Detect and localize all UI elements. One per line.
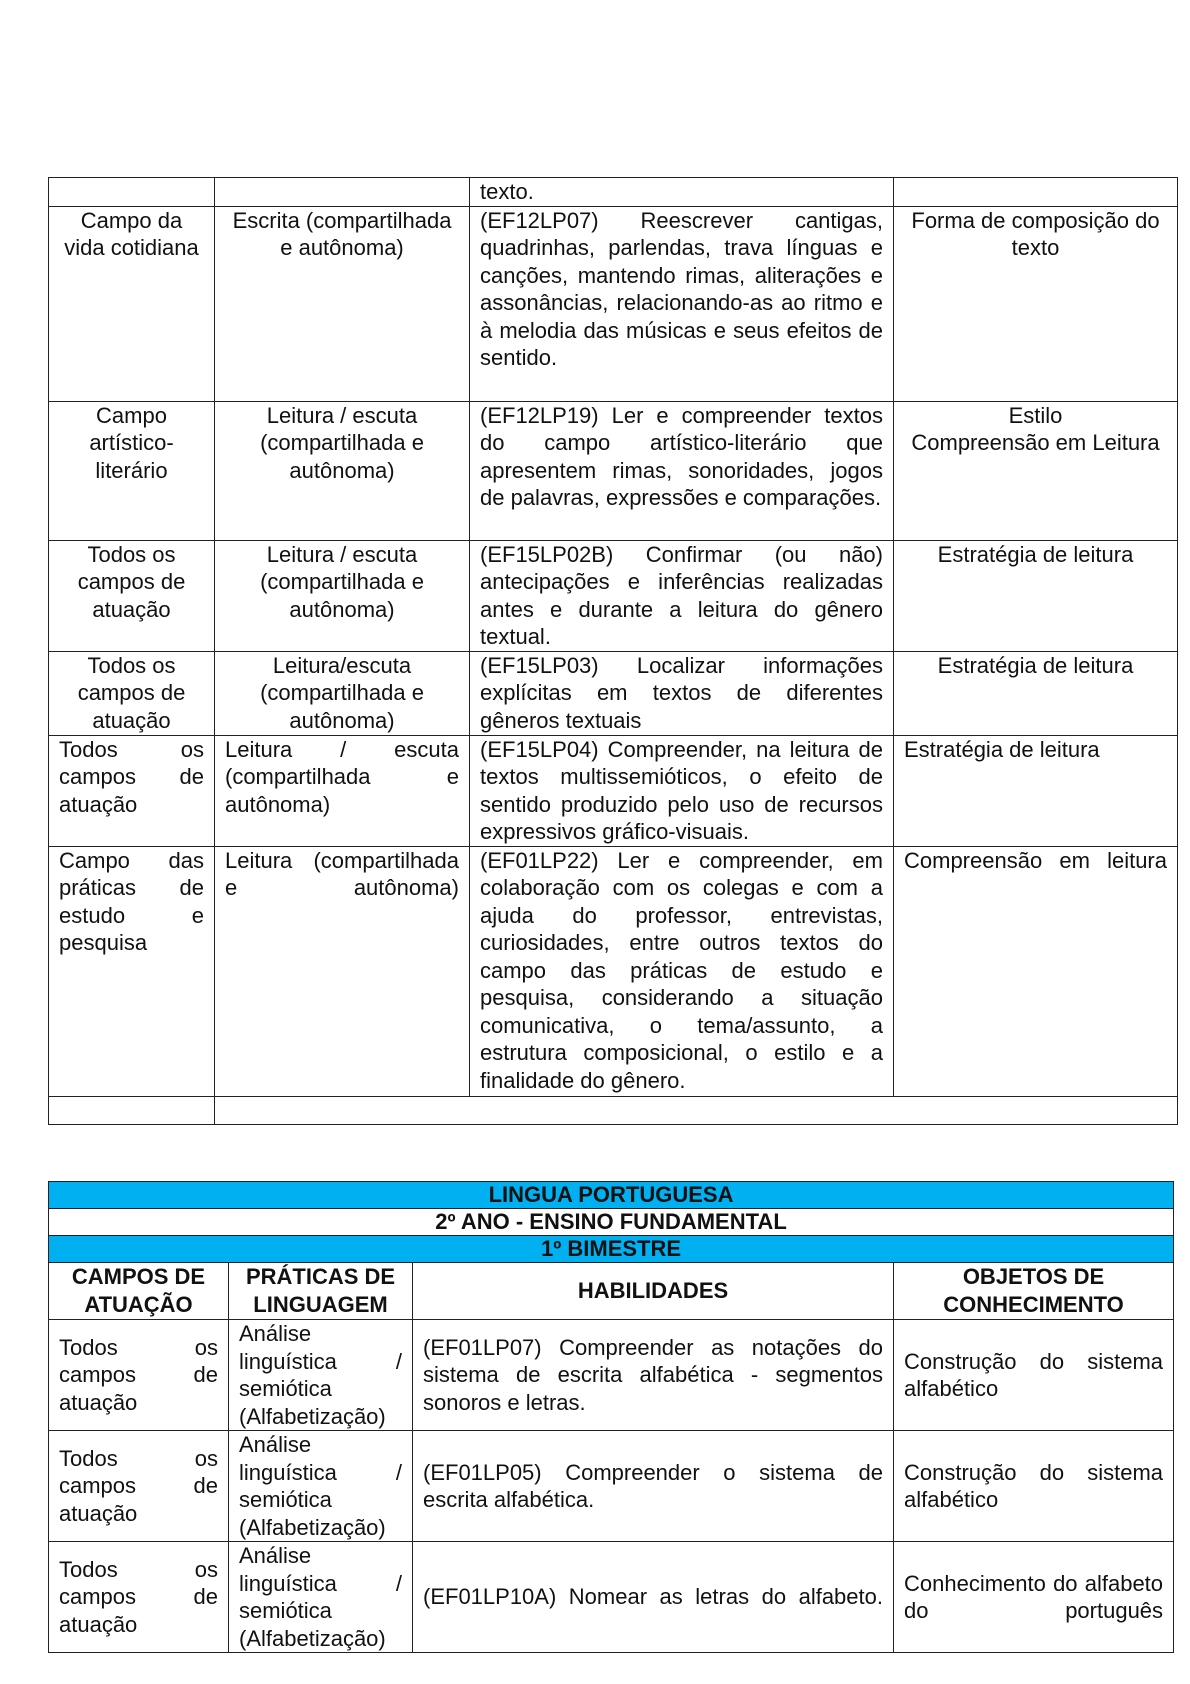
pratica-cell: Leitura (compartilhada e autônoma) bbox=[215, 846, 470, 1096]
objeto-line: Compreensão em Leitura bbox=[911, 430, 1160, 455]
table-row bbox=[49, 206, 1178, 401]
campo-cell: Todos os campos de atuação bbox=[49, 651, 215, 735]
table-row bbox=[49, 1431, 1174, 1542]
habilidade-cell: (EF01LP22) Ler e compreender, em colaboração com os colegas e com a ajuda do professor, entrevistas, curiosidades, entre outros textos do campo das práticas de estudo e pesquisa, considerando a situação comunicativa, o tema/assunto, a estrutura composicional, o estilo e a finalidade do gênero. bbox=[470, 846, 894, 1096]
objeto-cell: Estratégia de leitura bbox=[894, 540, 1178, 651]
campo-cell: Campo da vida cotidiana bbox=[49, 206, 215, 401]
table-row bbox=[49, 1542, 1174, 1653]
objeto-cell bbox=[894, 401, 1178, 540]
habilidade-cell: (EF15LP04) Compreender, na leitura de textos multissemióticos, o efeito de sentido produzido pelo uso de recursos expressivos gráfico-visuais. bbox=[470, 735, 894, 846]
grade-title: 2º ANO - ENSINO FUNDAMENTAL bbox=[49, 1209, 1174, 1236]
curriculum-table-continued bbox=[48, 177, 1178, 1125]
habilidade-cell: (EF12LP07) Reescrever cantigas, quadrinhas, parlendas, trava línguas e canções, mantendo rimas, aliterações e assonâncias, relacionando-as ao ritmo e à melodia das músicas e seus efeitos de sentido. bbox=[470, 206, 894, 401]
table-row bbox=[49, 178, 1178, 207]
objeto-cell: Conhecimento do alfabeto do português bbox=[894, 1542, 1174, 1653]
habilidade-cell: (EF01LP10A) Nomear as letras do alfabeto. bbox=[413, 1542, 894, 1653]
subject-title: LINGUA PORTUGUESA bbox=[49, 1182, 1174, 1209]
table-row-empty bbox=[49, 1096, 1178, 1124]
empty-cell bbox=[215, 1096, 1178, 1124]
empty-cell bbox=[49, 1096, 215, 1124]
pratica-cell: Escrita (compartilhada e autônoma) bbox=[215, 206, 470, 401]
table-period-row bbox=[49, 1236, 1174, 1263]
header-objetos: OBJETOS DE CONHECIMENTO bbox=[894, 1263, 1174, 1320]
habilidade-cell: (EF01LP07) Compreender as notações do sistema de escrita alfabética - segmentos sonoros e letras. bbox=[413, 1320, 894, 1431]
pratica-cell bbox=[215, 178, 470, 207]
pratica-cell: Leitura/escuta (compartilhada e autônoma) bbox=[215, 651, 470, 735]
table-row bbox=[49, 651, 1178, 735]
campo-cell bbox=[49, 178, 215, 207]
objeto-line: Estilo bbox=[1008, 402, 1063, 428]
objeto-cell bbox=[894, 178, 1178, 207]
header-habilidades: HABILIDADES bbox=[413, 1263, 894, 1320]
habilidade-cell: texto. bbox=[470, 178, 894, 207]
pratica-cell: Leitura / escuta (compartilhada e autônoma) bbox=[215, 735, 470, 846]
curriculum-table-2o-ano bbox=[48, 1181, 1174, 1653]
pratica-cell: Análise linguística / semiótica (Alfabetização) bbox=[229, 1320, 413, 1431]
habilidade-cell: (EF01LP05) Compreender o sistema de escrita alfabética. bbox=[413, 1431, 894, 1542]
pratica-cell: Análise linguística / semiótica (Alfabetização) bbox=[229, 1431, 413, 1542]
habilidade-cell: (EF12LP19) Ler e compreender textos do campo artístico-literário que apresentem rimas, sonoridades, jogos de palavras, expressões e comparações. bbox=[470, 401, 894, 540]
header-campos: CAMPOS DE ATUAÇÃO bbox=[49, 1263, 229, 1320]
table-row bbox=[49, 735, 1178, 846]
objeto-cell: Construção do sistema alfabético bbox=[894, 1320, 1174, 1431]
header-praticas: PRÁTICAS DE LINGUAGEM bbox=[229, 1263, 413, 1320]
campo-cell: Campo artístico-literário bbox=[49, 401, 215, 540]
table-subtitle-row bbox=[49, 1209, 1174, 1236]
campo-cell: Todos os campos de atuação bbox=[49, 735, 215, 846]
objeto-cell: Construção do sistema alfabético bbox=[894, 1431, 1174, 1542]
table-row bbox=[49, 1320, 1174, 1431]
table-row bbox=[49, 401, 1178, 540]
objeto-cell: Estratégia de leitura bbox=[894, 651, 1178, 735]
campo-cell: Todos os campos de atuação bbox=[49, 1320, 229, 1431]
campo-cell: Todos os campos de atuação bbox=[49, 540, 215, 651]
table-header-row bbox=[49, 1263, 1174, 1320]
pratica-cell: Análise linguística / semiótica (Alfabetização) bbox=[229, 1542, 413, 1653]
table-title-row bbox=[49, 1182, 1174, 1209]
objeto-cell: Compreensão em leitura bbox=[894, 846, 1178, 1096]
habilidade-cell: (EF15LP02B) Confirmar (ou não) antecipações e inferências realizadas antes e durante a leitura do gênero textual. bbox=[470, 540, 894, 651]
pratica-cell: Leitura / escuta (compartilhada e autônoma) bbox=[215, 540, 470, 651]
pratica-cell: Leitura / escuta (compartilhada e autônoma) bbox=[215, 401, 470, 540]
objeto-cell: Estratégia de leitura bbox=[894, 735, 1178, 846]
period-title: 1º BIMESTRE bbox=[49, 1236, 1174, 1263]
campo-cell: Todos os campos de atuação bbox=[49, 1431, 229, 1542]
habilidade-cell: (EF15LP03) Localizar informações explícitas em textos de diferentes gêneros textuais bbox=[470, 651, 894, 735]
campo-cell: Todos os campos de atuação bbox=[49, 1542, 229, 1653]
table-row bbox=[49, 540, 1178, 651]
campo-cell: Campo das práticas de estudo e pesquisa bbox=[49, 846, 215, 1096]
objeto-cell: Forma de composição do texto bbox=[894, 206, 1178, 401]
table-row bbox=[49, 846, 1178, 1096]
